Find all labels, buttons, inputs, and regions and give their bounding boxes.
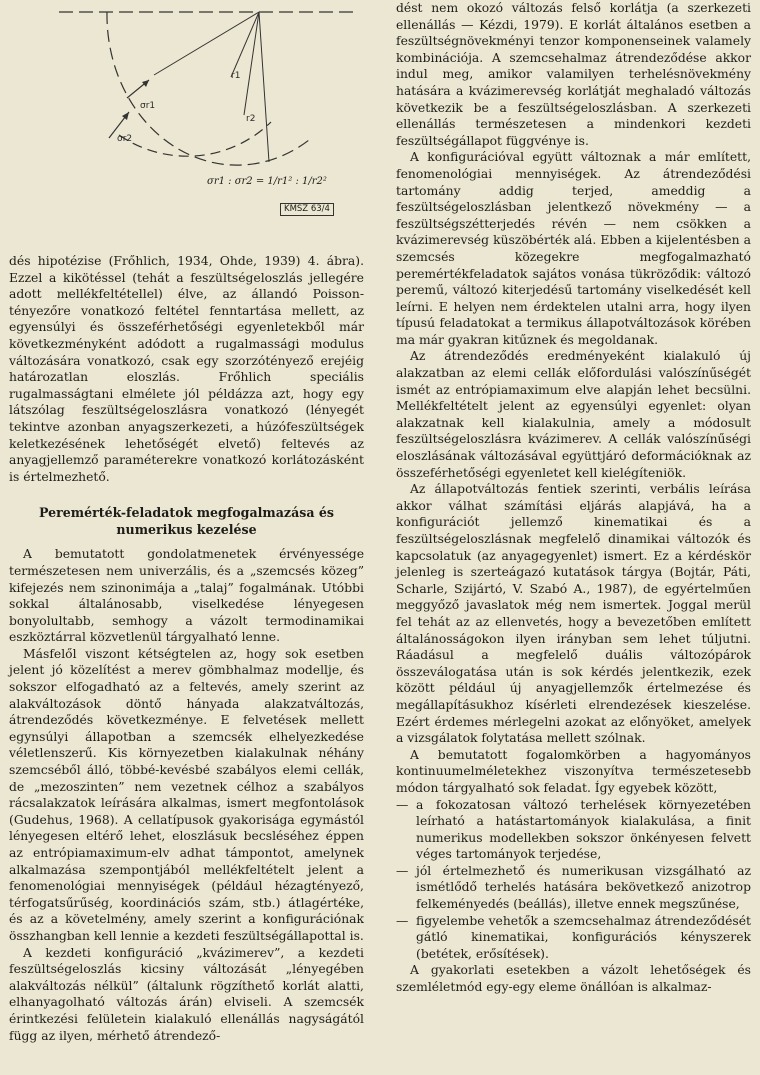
label-sigma-r1: σr1: [140, 101, 156, 111]
paragraph: dést nem okozó változás felső korlátja (a szerkezeti ellenállás — Kézdi, 1979). E korlát általános esetben a feszültségnövekményi tenzor komponenseinek valamely kombinációja. A szemcsehalmaz átrendeződése akkor indul meg, amikor valamilyen terhelésnövekmény hatására a kvázimerevség korlátját meghaladó változás következik be a feszültségeloszlásban. A szerkezeti ellenállás természetesen a mindenkori kezdeti feszültségállapot függvénye is.: [396, 1, 751, 148]
paragraph: A gyakorlati esetekben a vázolt lehetőségek és szemléletmód egy-egy eleme önállóan is alkalmaz-: [396, 963, 751, 995]
paragraph: A konfigurációval együtt változnak a már említett, fenomenológiai mennyiségek. Az átrendeződési tartomány addig terjed, ameddig a feszültségeloszlásban jelentkező növekmény — a feszültségszétterjedés révén — nem csökken a kvázimerevség küszöbérték alá. Ebben a kijelentésben a szemcsés közegekre megfogalmazható peremértékfeladatok sajátos vonása tükröződik: változó peremű, változó kiterjedésű tartomány viselkedését kell leírni. E helyen nem érdektelen utalni arra, hogy ilyen típusú feladatokat a termikus állapotváltozások körében ma már gyakran kitűznek és megoldanak.: [396, 150, 751, 347]
paragraph: A kezdeti konfiguráció „kvázimerev”, a kezdeti feszültségeloszlás kicsiny változását „lényegében alakváltozás nélkül” (általunk rögzíthető korlát alatti, elhanyagolható változás árán) elviseli. A szemcsék érintkezési felületein kialakuló ellenállás nagyságától függ az ilyen, mérhető átrendező-: [9, 945, 364, 1043]
left-column: [9, 0, 364, 1044]
label-sigma-r2: σr2: [117, 134, 133, 144]
list-item: — a fokozatosan változó terhelések környezetében leírható a hatástartományok kialakulása, a finit numerikus modellekben sokszor önkényesen felvett véges tartományok terjedése,: [396, 797, 751, 863]
figure-code-box: KMSZ 63/4: [280, 203, 334, 216]
section-heading: Peremérték-feladatok megfogalmazása és numerikus kezelése: [39, 505, 334, 537]
figure-formula: σr1 : σr2 = 1/r1² : 1/r2²: [207, 176, 327, 187]
paragraph: Az állapotváltozás fentiek szerinti, verbális leírása akkor válhat számítási eljárás alapjává, ha a konfigurációt jellemző kinematikai és a feszültségeloszlásnak megfelelő dinamikai változók és kapcsolatuk (az anyagegyenlet) ismert. Ez a kérdéskör jelenleg is szerteágazó kutatások tárgya (Bojtár, Páti, Scharle, Szijártó, V. Szabó A., 1987), de egyértelműen meggyőző javaslatok még nem ismertek. Joggal merül fel tehát az az ellenvetés, hogy a bevezetőben említett általánosságokon ilyen irányban sem lehet túljutni. Ráadásul a megfelelő duális változópárok összeválogatása után is sok kérdés jelentkezik, ezek között például új anyagjellemzők értelmezése és megállapításukhoz kísérleti elrendezések kieszelése. Ezért érdemes mérlegelni azokat az előnyöket, amelyek a vizsgálatok folytatása mellett szólnak.: [396, 482, 751, 746]
figure-4: [9, 0, 364, 243]
list-item: — jól értelmezhető és numerikusan vizsgálható az ismétlődő terhelés hatására bekövetkező anizotrop felkeményedés (beállás), illetve ennek megszűnése,: [396, 863, 751, 913]
paragraph: Másfelől viszont kétségtelen az, hogy sok esetben jelent jó közelítést a merev gömbhalmaz modellje, és sokszor elfogadható az a feltevés, amely szerint az alakváltozások döntő hányada alakzatváltozás, átrendeződés következménye. E felvetések mellett egynsúlyi állapotban a szemcsék elhelyezkedése véletlenszerű. Kis környezetben kialakulnak néhány szemcséből álló, többé-kevésbé szabályos elemi cellák, de „mezoszinten” nem vezetnek célhoz a szabályos rácsalakzatok leírására alkalmas, ismert megfontolások (Gudehus, 1968). A cellatípusok gyakorisága egymástól lényegesen eltérő lehet, eloszlásuk becsléséhez éppen az entrópiamaximum-elv adhat támpontot, amelynek alkalmazása szempontjából mellékfeltételt jelent a fenomenológiai mennyiségek (például hézagtényező, térfogatsűrűség, koordinációs szám, stb.) átlagértéke, és az a követelmény, amely szerint a konfigurációnak összhangban kell lennie a kezdeti feszültségállapottal is.: [9, 646, 364, 943]
paragraph: A bemutatott fogalomkörben a hagyományos kontinuumelméletekhez viszonyítva természetesebb módon tárgyalható sok feladat. Így egyebek között,: [396, 747, 751, 795]
list-item: — figyelembe vehetők a szemcsehalmaz átrendeződését gátló kinematikai, konfigurációs kényszerek (betétek, erősítések).: [396, 913, 751, 963]
label-r2: r2: [246, 114, 256, 124]
paragraph: dés hipotézise (Frőhlich, 1934, Ohde, 1939) 4. ábra). Ezzel a kikötéssel (tehát a feszültségeloszlás jellegére adott mellékfeltétellel) élve, az állandó Poisson-tényezőre vonatkozó feltétel fenntartása mellett, az egyensúlyi és összeférhetőségi egyenletekből már következményként adódott a rugalmassági modulus változására vonatkozó, csak egy szorzótényező erejéig határozatlan eloszlás. Frőhlich speciális rugalmasságtani elmélete jól példázza azt, hogy egy látszólag feszültségeloszlásra vonatkozó (lényegét tekintve azonban anyagszerkezeti, a húzófeszültségek keletkezésének lehetőségét elvető) feltevés az anyagjellemző paraméterekre vonatkozó korlátozásként is értelmezhető.: [9, 254, 364, 484]
paragraph: Az átrendeződés eredményeként kialakuló új alakzatban az elemi cellák előfordulási valószínűségét ismét az entrópiamaximum elve alapján lehet becsülni. Mellékfeltételt jelent az egyensúlyi egyenlet: olyan alakzatnak kell kialakulnia, amely a módosult feszültségeloszlásra kvázimerev. A cellák valószínűségi eloszlásának változásával együttjáró deformációknak az összeférhetőségi egyenletet kell kielégíteniök.: [396, 349, 751, 480]
paragraph: A bemutatott gondolatmenetek érvényessége természetesen nem univerzális, és a „szemcsés közeg” kifejezés nem szinonimája a „talaj” fogalmának. Utóbbi sokkal általánosabb, viselkedése lényegesen bonyolultabb, semhogy a vázolt termodinamikai eszköztárral közvetlenül tárgyalható lenne.: [9, 547, 364, 645]
bullet-list: [396, 797, 751, 963]
right-column: [396, 0, 751, 996]
label-r1: r1: [231, 71, 241, 81]
